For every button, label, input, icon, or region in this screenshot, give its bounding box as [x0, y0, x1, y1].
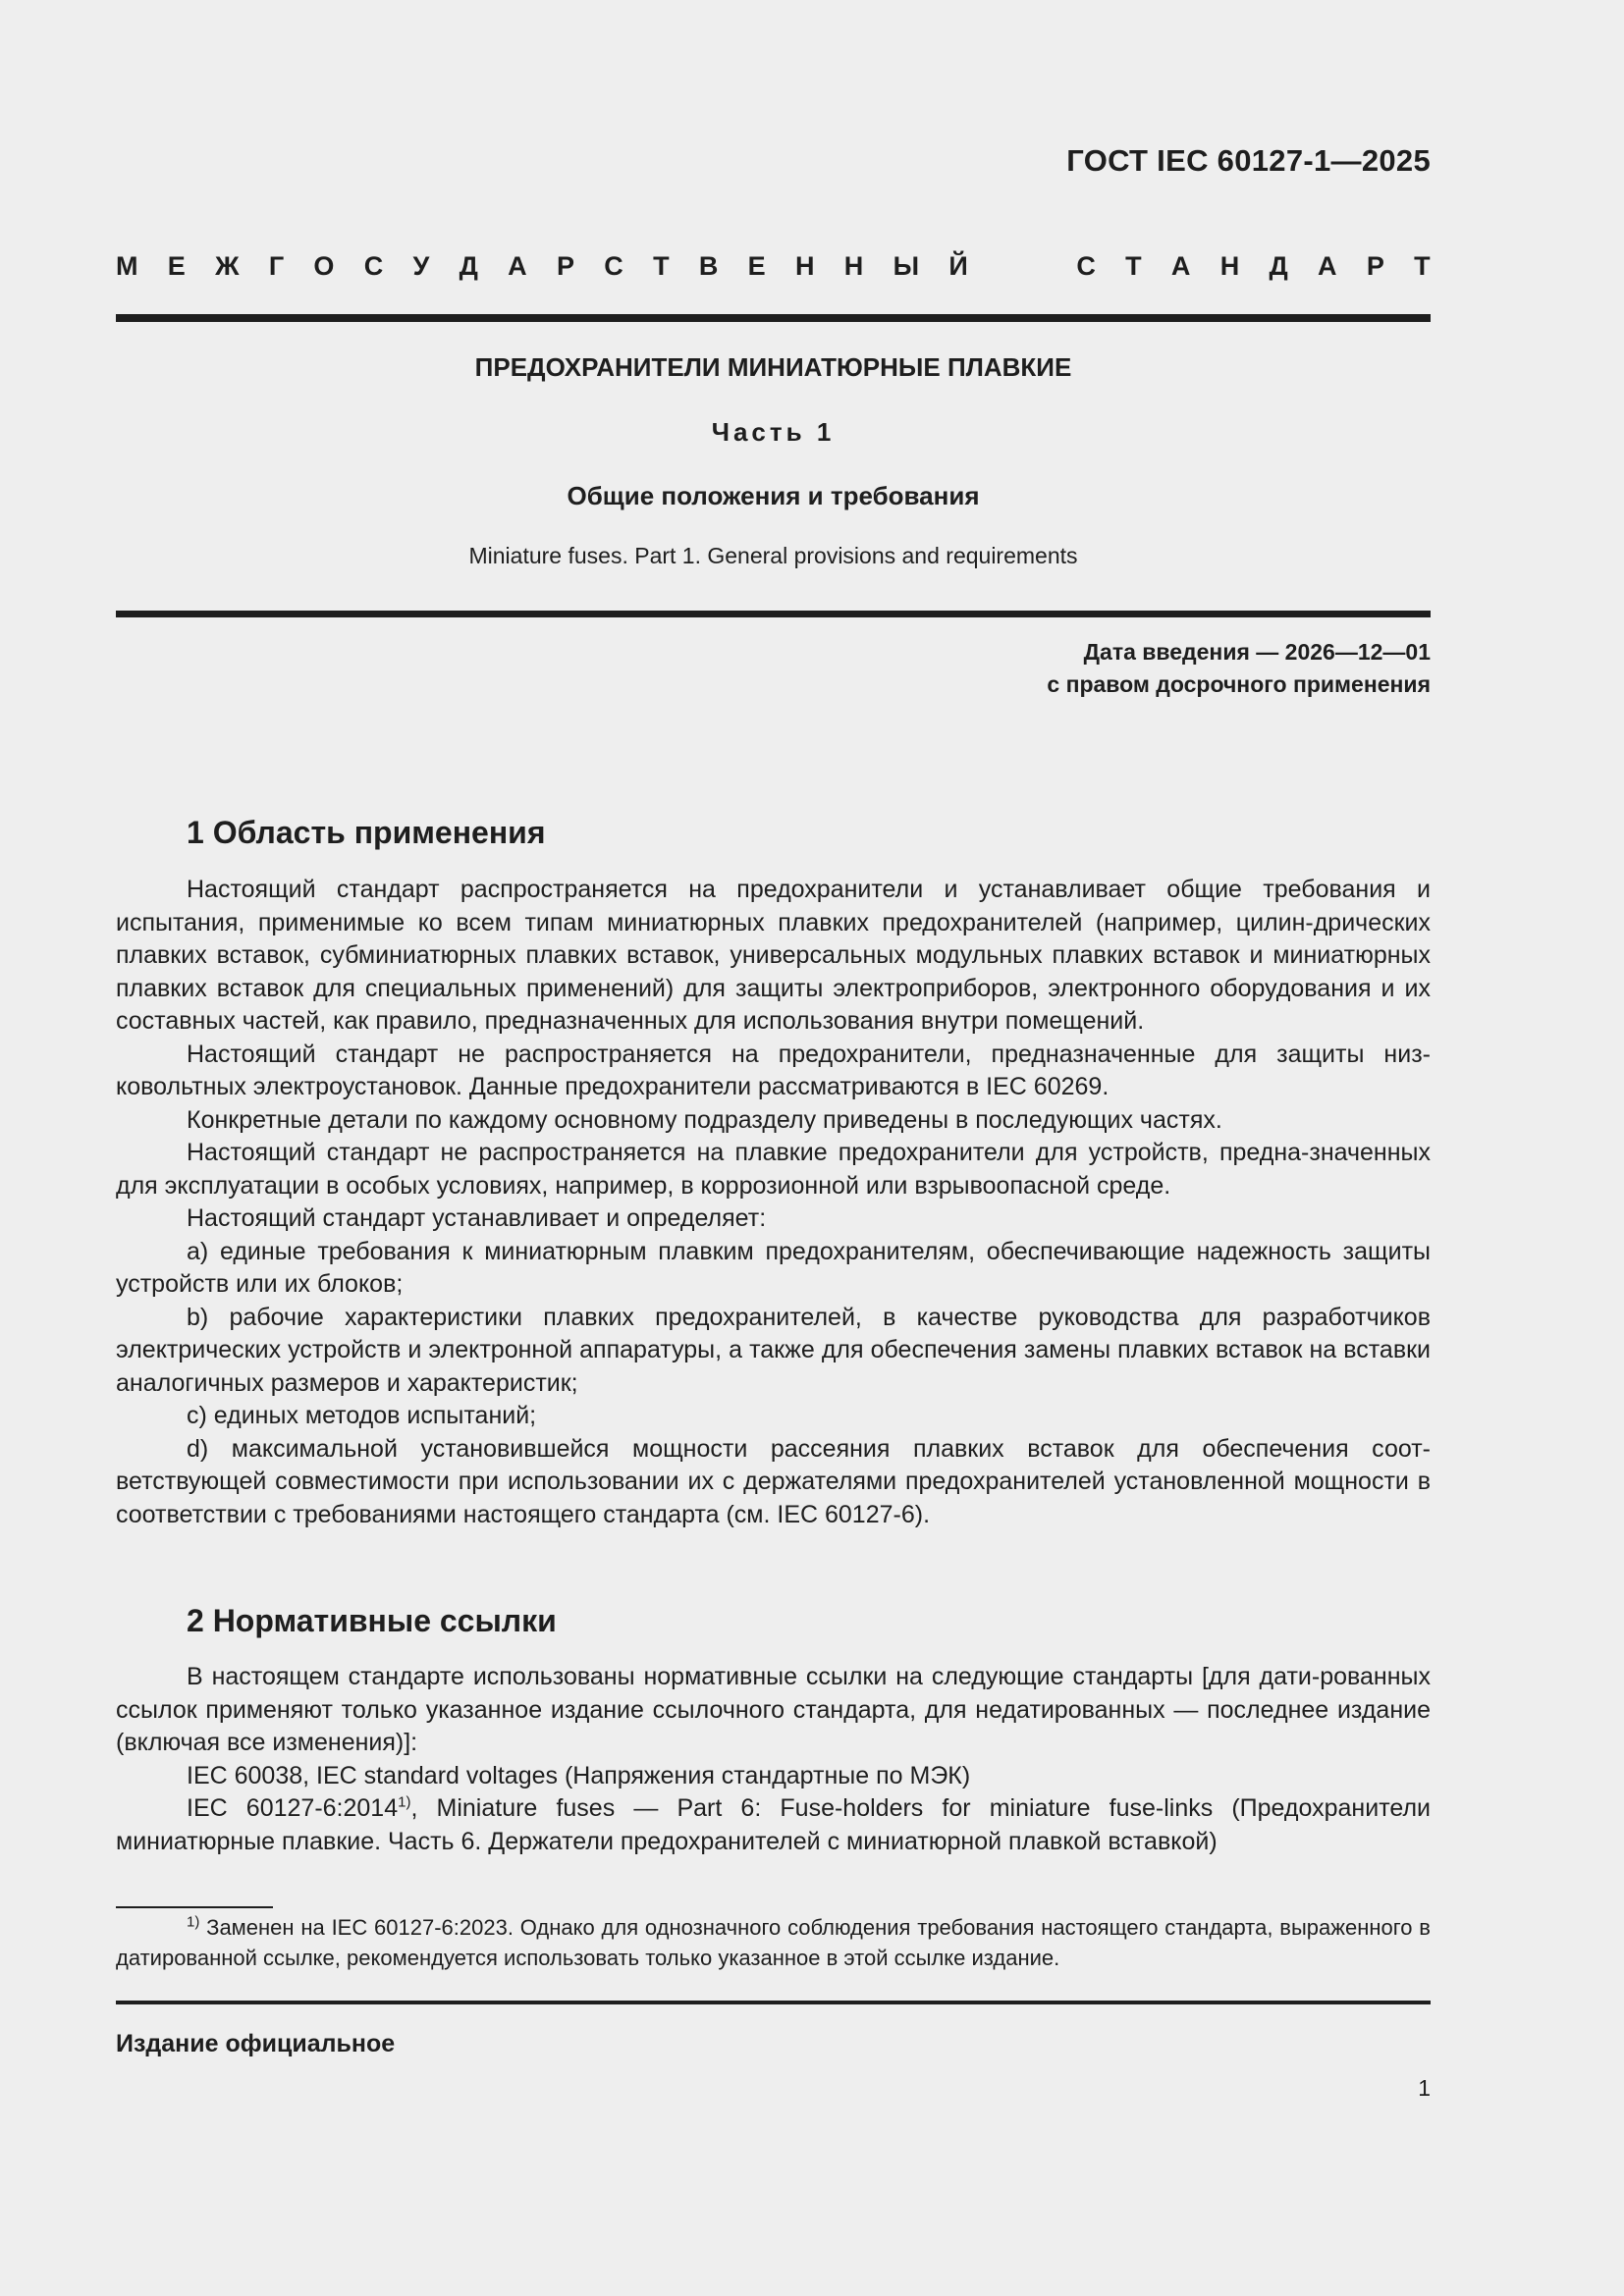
document-page	[116, 0, 1431, 2296]
paragraph: Настоящий стандарт не распространяется на предохранители, предназначенные для защиты низ-ковольтных электроустановок. Данные предохранители рассматриваются в IEC 60269.	[116, 1040, 1431, 1100]
letter: А	[508, 251, 527, 281]
letter: Й	[948, 251, 968, 281]
letter: С	[1076, 251, 1096, 281]
letter: У	[412, 251, 430, 281]
introduction-date-block	[1047, 636, 1431, 701]
document-title: ПРЕДОХРАНИТЕЛИ МИНИАТЮРНЫЕ ПЛАВКИЕ	[474, 352, 1072, 382]
footnote-mark: 1)	[187, 1913, 200, 1931]
list-item: c) единых методов испытаний;	[187, 1402, 537, 1429]
footnote-text: Заменен на IEC 60127-6:2023. Однако для однозначного соблюдения требования настоящего стандарта, выраженного в датированной ссылке, рекомендуется использовать только указанное в этой ссылке издание.	[116, 1915, 1431, 1970]
list-item: d) максимальной установившейся мощности рассеяния плавких вставок для обеспечения соот-ветствующей совместимости при использовании их с держателями предохранителей установленной мощности в соответствии с требованиями настоящего стандарта (см. IEC 60127-6).	[116, 1434, 1431, 1528]
reference-code: IEC 60127-6:2014	[187, 1794, 399, 1822]
list-item: a) единые требования к миниатюрным плавким предохранителям, обеспечивающие надежность защиты устройств или их блоков;	[116, 1237, 1431, 1298]
paragraph: Конкретные детали по каждому основному подразделу приведены в последующих частях.	[187, 1105, 1222, 1134]
word-gap	[998, 251, 1047, 282]
letter: Е	[747, 251, 766, 281]
title-bottom-rule	[116, 611, 1431, 617]
letter: С	[604, 251, 623, 281]
letter: Т	[1125, 251, 1142, 281]
footnote-text-line	[116, 1912, 1431, 1973]
letter: Н	[843, 251, 864, 281]
footnote-mark[interactable]: 1)	[398, 1793, 411, 1811]
footer-rule	[116, 2001, 1431, 2004]
footnote-separator	[116, 1906, 273, 1908]
top-thick-rule	[116, 314, 1431, 322]
letter: Ы	[893, 251, 920, 281]
letter: О	[313, 251, 335, 281]
standard-type-heading	[116, 251, 1431, 282]
paragraph: Настоящий стандарт не распространяется на плавкие предохранители для устройств, предна-значенных для эксплуатации в особых условиях, например, в коррозионной или взрывоопасной среде.	[116, 1139, 1431, 1200]
letter: М	[116, 251, 138, 281]
letter: А	[1170, 251, 1191, 281]
section-1-heading: 1 Область применения	[187, 815, 546, 850]
letter: Е	[167, 251, 186, 281]
letter: Р	[1366, 251, 1384, 281]
document-number: ГОСТ IEC 60127-1—2025	[1066, 143, 1431, 178]
letter: Д	[1269, 251, 1288, 281]
part-number: Часть 1	[711, 417, 836, 447]
early-use-note: с правом досрочного применения	[1047, 671, 1431, 697]
letter: С	[363, 251, 384, 281]
reference-item: IEC 60038, IEC standard voltages (Напряжения стандартные по МЭК)	[187, 1761, 971, 1789]
letter: Р	[556, 251, 574, 281]
paragraph: Настоящий стандарт распространяется на предохранители и устанавливает общие требования и испытания, применимые ко всем типам миниатюрных плавких предохранителей (например, цилин-дрических плавких вставок, субминиатюрных плавких вставок, универсальных модульных плавких вставок и миниатюрных плавких вставок для специальных применений) для защиты электроприборов, электронного оборудования и их составных частей, как правило, предназначенных для использования внутри помещений.	[116, 876, 1431, 1035]
letter: Т	[1414, 251, 1431, 281]
footnote	[116, 1912, 1431, 1973]
paragraph: Настоящий стандарт устанавливает и определяет:	[187, 1204, 767, 1232]
english-title: Miniature fuses. Part 1. General provisions and requirements	[468, 543, 1078, 568]
letter: В	[698, 251, 719, 281]
letter: Н	[1219, 251, 1240, 281]
letter: А	[1318, 251, 1337, 281]
page-number: 1	[1418, 2075, 1431, 2101]
edition-label: Издание официальное	[116, 2030, 396, 2057]
letter: Ж	[215, 251, 240, 281]
reference-item	[116, 1792, 1431, 1858]
section-1-body	[116, 874, 1431, 1531]
reference-text: , Miniature fuses — Part 6: Fuse-holders for miniature fuse-links (Предохранители миниатюрные плавкие. Часть 6. Держатели предохранителей с миниатюрной плавкой вставкой)	[116, 1794, 1431, 1855]
letter: Н	[794, 251, 815, 281]
section-2-heading: 2 Нормативные ссылки	[187, 1603, 557, 1638]
list-item: b) рабочие характеристики плавких предохранителей, в качестве руководства для разработчиков электрических устройств и электронной аппаратуры, а также для обеспечения замены плавких вставок на вставки аналогичных размеров и характеристик;	[116, 1303, 1431, 1397]
letter: Т	[653, 251, 670, 281]
paragraph: В настоящем стандарте использованы нормативные ссылки на следующие стандарты [для дати-рованных ссылок применяют только указанное издание ссылочного стандарта, для недатированных — последнее издание (включая все изменения)]:	[116, 1663, 1431, 1756]
letter: Г	[268, 251, 285, 281]
section-2-body	[116, 1661, 1431, 1858]
letter: Д	[459, 251, 478, 281]
document-subtitle: Общие положения и требования	[567, 481, 980, 510]
introduction-date: Дата введения — 2026—12—01	[1083, 639, 1431, 665]
